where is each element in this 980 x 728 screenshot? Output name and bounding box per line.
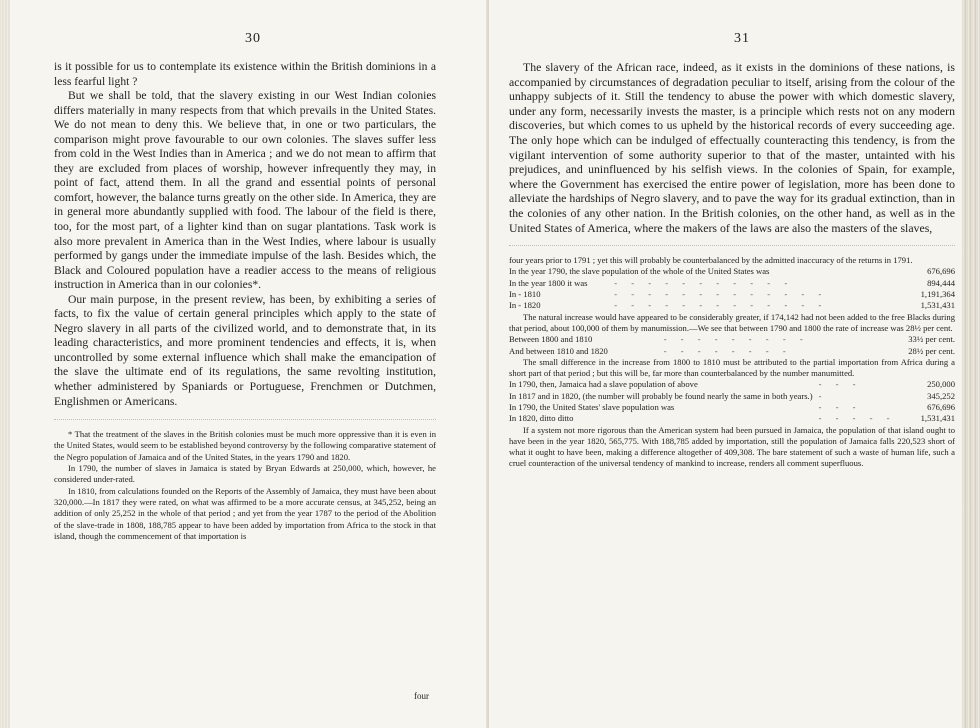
leader-dots: - - - [818,401,862,412]
table-row [509,379,955,390]
table-row [509,266,955,277]
right-footnote-divider [509,245,955,246]
row-value: 250,000 [927,379,955,390]
row-value: 676,696 [927,401,955,412]
right-paragraph: The slavery of the African race, indeed, as it exists in the dominions of these nations, is accompanied by circumstances of degradation peculiar to itself, arising from the colour of the unhappy subjects of it. Still the tendency to abuse the power with which domestic slavery, under any form, necessarily invests the master, is a principle which rests not on any modern discoveries, but which comes to us upheld by the historical records of every succeeding age. The only hope which can be indulged of effectually counteracting this tendency, is from the vigilant intervention of some authority superior to that of the master, untainted with his prejudices, and uninfluenced by his selfish views. In the colonies of Spain, for example, where the Government has exercised the entire power of legislation, more has been done to alleviate the hardships of Negro slavery, and to pave the way for its gradual extinction, than in the colonies of any other nation. In the British colonies, on the other hand, as well as in the United States of America, where the makers of the laws are also the masters of the slaves, [509,60,955,235]
right-main-text [509,60,955,470]
row-value: 894,444 [927,277,955,288]
row-label: In 1790, then, Jamaica had a slave population of above [509,379,698,390]
leader-dots: - - - [818,379,862,390]
left-paragraph-1: is it possible for us to contemplate its existence within the British dominions in a less fearful light ? [54,60,436,88]
small-difference-text: The small difference in the increase from 1800 to 1810 must be attributed to the partial importation from Africa during a short part of that period ; but this will be, far more than counterbalanced by the number manumitted. [509,356,955,379]
us-population-table [509,266,955,277]
leader-dots: - [818,390,828,401]
table-row [509,289,955,300]
right-footnotes [509,255,955,470]
closing-text: If a system not more rigorous than the American system had been pursued in Jamaica, the population of that island ought to have been in the year 1820, 565,775. With 188,785 added by importation, still the population of Jamaica falls 220,523 short of what it ought to have been, making a difference altogether of 409,308. The bare statement of such a waste of human life, such a cruel counteraction of the universal tendency of mankind to increase, renders all comment superfluous. [509,424,955,469]
footnote-1: * That the treatment of the slaves in the British colonies must be much more oppressive than it is even in the United States, would seem to be established beyond controversy by the following comparative statement of the Negro population of Jamaica and of the United States, in the years 1790 and 1820. [54,429,436,462]
row-value: 1,531,431 [920,413,955,424]
row-value: 33½ per cent. [908,334,955,345]
row-label: In 1820, ditto ditto [509,413,574,424]
us-heading: In the year 1790, the slave population of the whole of the United States was [509,266,770,277]
increase-text: The natural increase would have appeared to be considerably greater, if 174,142 had not been added to the free Blacks during that period, about 100,000 of them by manumission.—We see that between 1790 and 1800 the rate of increase was 28½ per cent. [509,311,955,333]
leader-dots: - - - - - - - - - - - - - [614,300,828,311]
row-label: In - 1820 [509,300,541,311]
right-page-edge [962,0,980,728]
leader-dots: - - - - - [818,413,896,424]
footnote-2: In 1790, the number of slaves in Jamaica is stated by Bryan Edwards at 250,000, which, however, he considered under-rated. [54,463,436,485]
table-row [509,278,955,289]
table-row [509,413,955,424]
row-value: 28½ per cent. [908,345,955,356]
row-label: In 1817 and in 1820, (the number will probably be found nearly the same in both years.) [509,390,813,401]
table-row [509,391,955,402]
row-label: And between 1810 and 1820 [509,345,608,356]
us-1790-value: 676,696 [927,266,955,277]
right-page [489,0,980,728]
leader-dots: - - - - - - - - [663,345,792,356]
row-value: 1,531,431 [920,300,955,311]
us-rows-table [509,278,955,312]
rate-table [509,334,955,357]
row-value: 345,252 [927,390,955,401]
table-row [509,300,955,311]
table-row [509,346,955,357]
left-main-text [54,60,436,542]
catchword: four [414,691,429,701]
jamaica-table [509,379,955,424]
row-label: In the year 1800 it was [509,277,588,288]
right-page-number: 31 [734,31,750,46]
left-paragraph-3: Our main purpose, in the present review, has been, by exhibiting a series of facts, to fix the value of certain general principles which apply to the state of Negro slavery in all parts of the civilized world, and to demonstrate that, in its leading characteristics, and more prominent tendencies and effects, it is, when uncontrolled by some external influence which shall make the emancipation of the slave the ultimate end of its regulations, the same revolting institution, whether administered by Spaniards or Portuguese, Frenchmen or Dutchmen, Englishmen or Americans. [54,292,436,408]
table-row [509,334,955,345]
left-page-number: 30 [245,31,261,46]
table-row [509,402,955,413]
left-paragraph-2: But we shall be told, that the slavery existing in our West Indian colonies differs materially in many respects from that which prevails in the United States. We do not mean to deny this. We believe that, in one or two particulars, the comparison might prove favourable to our own colonies. The slaves suffer less from cold in the West Indies than in America ; and we do not mean to affirm that they are excluded from places of worship, however infrequently they may, in point of fact, attend them. In all the grand and essential points of personal comfort, however, the balance turns greatly on the other side. In America, they are in general more abundantly supplied with food. The labour of the field is there, too, for the most part, of a lighter kind than on sugar plantations. Task work is also more prevalent in America than in the West Indies, where labour is usually performed by gangs under the immediate impulse of the lash. Besides which, the Black and Coloured population have a readier access to the means of religious instruction in America than in our colonies*. [54,89,436,292]
row-label: Between 1800 and 1810 [509,334,593,345]
leader-dots: - - - - - - - - - - - - - [614,289,828,300]
left-page-edge [0,0,10,728]
leader-dots: - - - - - - - - - [663,334,809,345]
leader-dots: - - - - - - - - - - - [614,277,794,288]
footnote-3: In 1810, from calculations founded on the Reports of the Assembly of Jamaica, they must have been about 320,000.—In 1817 they were rated, on what was affirmed to be a more accurate census, at 345,252, being an addition of only 25,252 in the whole of that period ; and yet from the year 1787 to the period of the Abolition of the slave-trade in 1808, 188,785 appear to have been added by importation from Africa to the stock in that island, though the commencement of that importation is [54,485,436,541]
left-page [0,0,489,728]
row-label: In 1790, the United States' slave population was [509,401,675,412]
left-footnotes [54,429,436,542]
footnote-divider [54,419,436,420]
notes-intro: four years prior to 1791 ; yet this will probably be counterbalanced by the admitted inaccuracy of the returns in 1791. [509,255,913,266]
row-value: 1,191,364 [920,289,955,300]
row-label: In - 1810 [509,289,541,300]
